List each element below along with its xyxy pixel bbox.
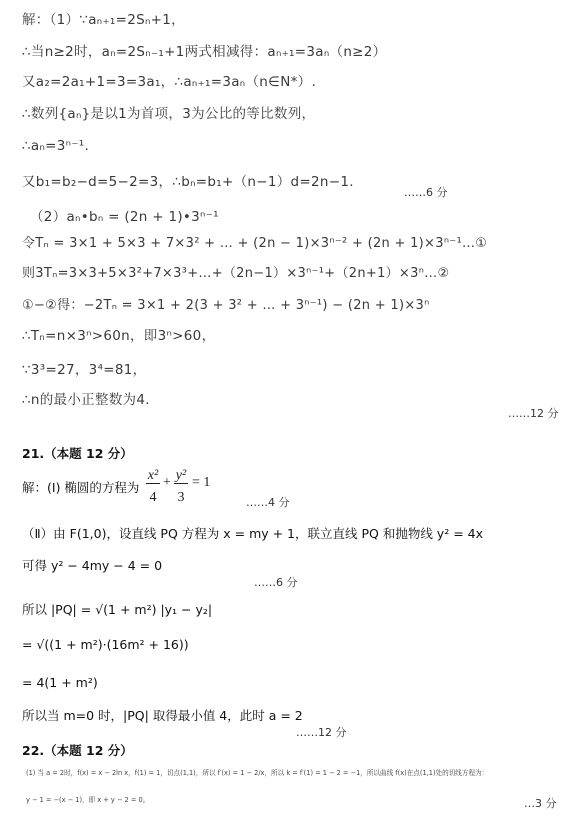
p21-title bbox=[22, 444, 133, 462]
frac2-denominator bbox=[174, 486, 188, 506]
p20-line-5: ∴aₙ=3ⁿ⁻¹. bbox=[22, 138, 90, 154]
score-mark-6b: ……6 分 bbox=[254, 576, 298, 589]
score-mark-6: ……6 分 bbox=[404, 186, 448, 199]
frac2-num-text: y² bbox=[175, 468, 187, 483]
plus-sign: + bbox=[163, 475, 171, 490]
p20-line-13: ∴n的最小正整数为4. bbox=[22, 392, 150, 408]
p21-title-text: 21.（本题 12 分） bbox=[22, 446, 133, 461]
p20-line-6: 又b₁=b₂−d=5−2=3，∴bₙ=b₁+（n−1）d=2n−1. bbox=[22, 174, 354, 190]
p20-line-12: ∵3³=27，3⁴=81， bbox=[22, 362, 147, 378]
score-mark-4: ……4 分 bbox=[246, 496, 290, 509]
score-mark-12b: ……12 分 bbox=[296, 726, 347, 739]
frac2-den-text: 3 bbox=[177, 490, 185, 505]
p21-line-7: 所以当 m=0 时，|PQ| 取得最小值 4，此时 a = 2 bbox=[22, 708, 303, 723]
frac2-numerator bbox=[174, 464, 188, 484]
p20-line-2: ∴当n≥2时，aₙ=2Sₙ₋₁+1两式相减得：aₙ₊₁=3aₙ（n≥2） bbox=[22, 44, 387, 60]
frac2-bar bbox=[174, 483, 188, 484]
p22-line-1: (1) 当 a = 2时，f(x) = x − 2ln x，f(1) = 1，切点(1,1)，所以 f′(x) = 1 − 2/x，所以 k = f′(1) = 1 − 2 = −1，所以曲线 f(x)在点(1,1)处的切线方程为： bbox=[26, 769, 489, 777]
p21-line-4: 所以 |PQ| = √(1 + m²) |y₁ − y₂| bbox=[22, 602, 213, 617]
p20-line-8: 令Tₙ = 3×1 + 5×3 + 7×3² + … + (2n − 1)×3ⁿ⁻² + (2n + 1)×3ⁿ⁻¹…① bbox=[22, 236, 488, 251]
frac1-numerator bbox=[146, 464, 160, 484]
p21-line-2: （Ⅱ）由 F(1,0)，设直线 PQ 方程为 x = my + 1，联立直线 PQ 和抛物线 y² = 4x bbox=[22, 526, 483, 541]
p22-title-text: 22.（本题 12 分） bbox=[22, 743, 133, 758]
p20-line-11: ∴Tₙ=n×3ⁿ>60n，即3ⁿ>60， bbox=[22, 328, 216, 344]
p20-line-7: （2）aₙ•bₙ = (2n + 1)•3ⁿ⁻¹ bbox=[30, 209, 219, 225]
p21-line-1-text: 解：(Ⅰ) 椭圆的方程为 bbox=[22, 480, 140, 495]
p21-line-5: = √((1 + m²)·(16m² + 16)) bbox=[22, 637, 189, 652]
p22-line-2: y − 1 = −(x − 1)，即 x + y − 2 = 0。 bbox=[26, 796, 150, 804]
frac1-denominator bbox=[146, 486, 160, 506]
p21-line-1 bbox=[22, 478, 139, 496]
p20-line-9: 则3Tₙ=3×3+5×3²+7×3³+…+（2n−1）×3ⁿ⁻¹+（2n+1）×3ⁿ…② bbox=[22, 266, 450, 281]
p22-title bbox=[22, 741, 133, 759]
p20-line-1: 解：（1）∵aₙ₊₁=2Sₙ+1， bbox=[22, 12, 185, 28]
frac1-den-text: 4 bbox=[149, 490, 157, 505]
frac1-bar bbox=[146, 483, 160, 484]
p21-line-6: = 4(1 + m²) bbox=[22, 675, 98, 690]
frac1-num-text: x² bbox=[147, 468, 159, 483]
p20-line-4: ∴数列{aₙ}是以1为首项，3为公比的等比数列， bbox=[22, 106, 316, 122]
equals-one: = 1 bbox=[192, 475, 211, 490]
score-mark-3: …3 分 bbox=[524, 797, 557, 810]
score-mark-12: ……12 分 bbox=[508, 407, 559, 420]
p20-line-10: ①−②得：−2Tₙ = 3×1 + 2(3 + 3² + … + 3ⁿ⁻¹) − (2n + 1)×3ⁿ bbox=[22, 298, 430, 313]
p21-line-3: 可得 y² − 4my − 4 = 0 bbox=[22, 558, 163, 573]
p20-line-3: 又a₂=2a₁+1=3=3a₁，∴aₙ₊₁=3aₙ（n∈N*）. bbox=[22, 74, 317, 90]
